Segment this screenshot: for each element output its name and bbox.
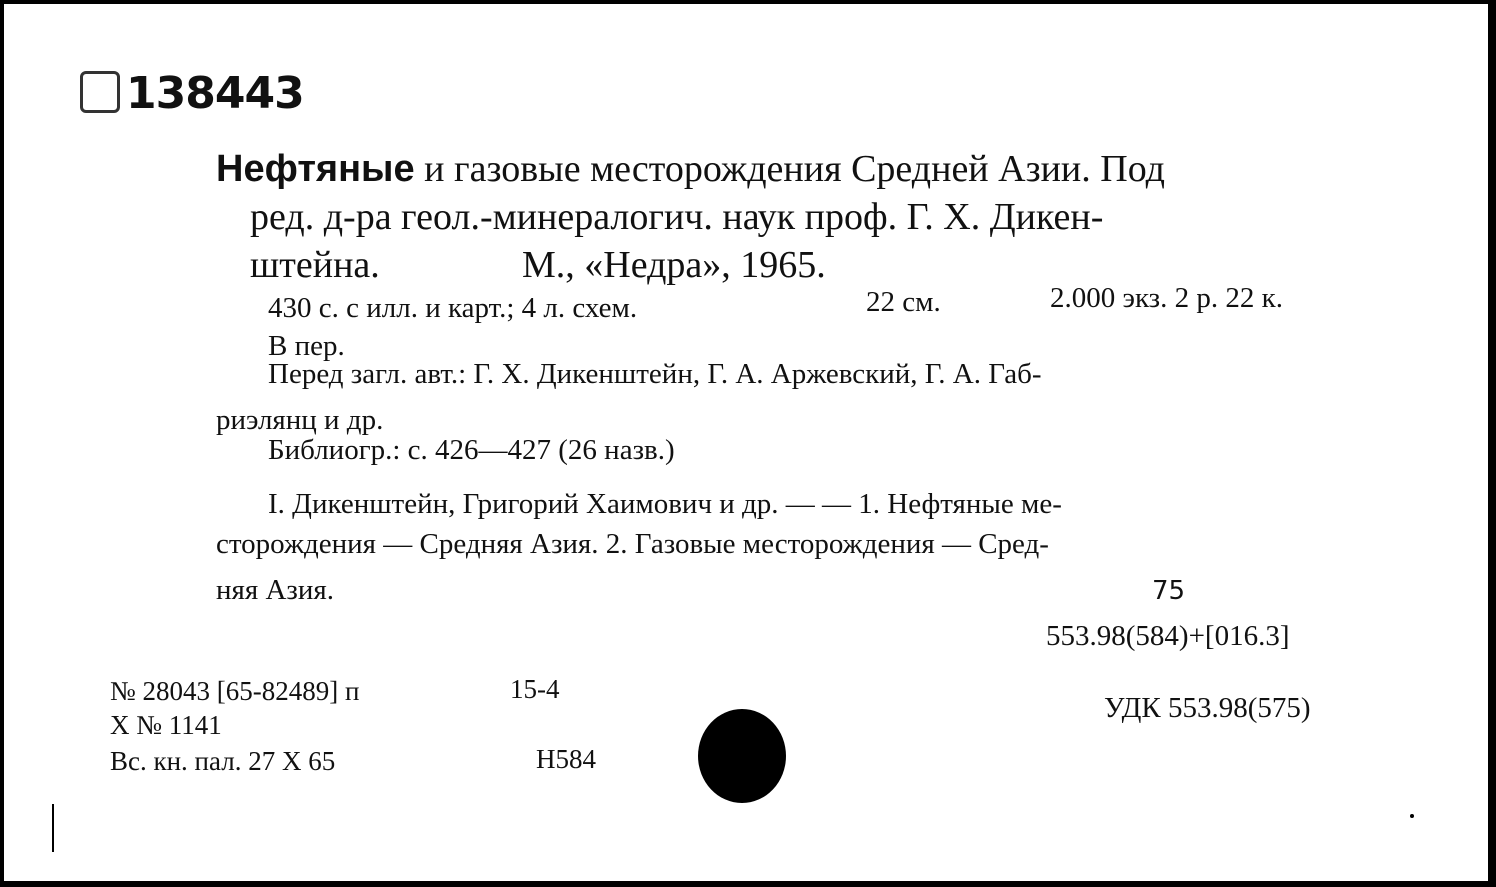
bibliography-note: Библиогр.: с. 426—427 (26 назв.) xyxy=(268,434,675,466)
collation-size: 22 см. xyxy=(866,286,941,318)
binding: В пер. xyxy=(268,330,345,362)
authors-note-line-1: Перед загл. авт.: Г. Х. Дикенштейн, Г. А. Аржевский, Г. А. Габ- xyxy=(268,358,1042,390)
bbk-index: 553.98(584)+[016.3] xyxy=(1046,620,1290,652)
title-line-3b: М., «Недра», 1965. xyxy=(522,244,826,286)
title-line-3a: штейна. xyxy=(250,244,380,286)
edge-mark xyxy=(52,804,54,852)
imprint-line-1b: 15-4 xyxy=(510,674,560,704)
imprint-line-2: Х № 1141 xyxy=(110,710,222,740)
speck-mark xyxy=(1410,814,1414,818)
title-line-2: ред. д-ра геол.-минералогич. наук проф. Г. Х. Дикен- xyxy=(250,196,1104,238)
tracing-line-3: няя Азия. xyxy=(216,574,334,606)
inventory-number: 138443 xyxy=(126,68,304,119)
card-punch-hole xyxy=(698,709,786,803)
tracing-line-2: сторождения — Средняя Азия. 2. Газовые месторождения — Сред- xyxy=(216,528,1049,560)
imprint-line-1a: № 28043 [65-82489] п xyxy=(110,676,360,706)
authors-note-line-2: риэлянц и др. xyxy=(216,404,384,436)
title-line-1-rest: и газовые месторождения Средней Азии. Под xyxy=(414,148,1165,190)
title-line-1 xyxy=(216,150,1165,188)
tracing-line-1: I. Дикенштейн, Григорий Хаимович и др. — — 1. Нефтяные ме- xyxy=(268,488,1062,520)
imprint-line-3a: Вс. кн. пал. 27 Х 65 xyxy=(110,746,336,776)
udc-index: УДК 553.98(575) xyxy=(1104,692,1311,724)
imprint-line-3b: Н584 xyxy=(536,744,596,774)
collation-copies-price: 2.000 экз. 2 р. 22 к. xyxy=(1050,282,1283,314)
library-seal-icon xyxy=(80,71,120,113)
handwritten-mark: 75 xyxy=(1152,576,1186,606)
collation-pages: 430 с. с илл. и карт.; 4 л. схем. xyxy=(268,292,638,324)
inventory-stamp xyxy=(80,68,304,119)
title-lead-word: Нефтяные xyxy=(216,148,415,190)
